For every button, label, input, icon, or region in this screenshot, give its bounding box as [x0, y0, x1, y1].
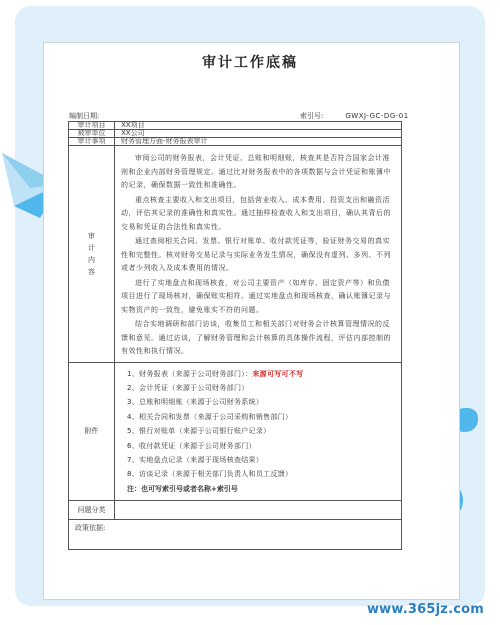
attachment-note: 来源可写可不写	[252, 369, 304, 378]
attachment-item: 4、相关合同和发票（来源于公司采购和销售部门）	[127, 412, 293, 421]
audited-unit-value: XX公司	[115, 130, 402, 138]
audit-project-value: XX项目	[115, 122, 402, 130]
audited-unit-label: 被审单位	[69, 130, 115, 138]
policy-basis: 政策依据:	[69, 520, 402, 550]
content-paragraph: 进行了实地盘点和现场核查，对公司主要资产（如库存、固定资产等）和负债项目进行了现场核对，确保账实相符。通过实地盘点和现场核查，确认账簿记录与实物资产的一致性，避免账实不符的问题。	[121, 278, 391, 314]
attachment-item: 8、访谈记录（来源于相关部门负责人和员工反馈）	[127, 470, 293, 479]
content-paragraph: 审阅公司的财务报表，会计凭证、总账和明细账，核查其是否符合国家会计准则和企业内部财务管理规定。通过比对财务报表中的各项数据与会计凭证和账簿中的记录，确保数据一致性和准确性。	[121, 154, 391, 189]
attachment-item: 5、银行对账单（来源于公司银行账户记录）	[127, 427, 271, 436]
row-policy-basis	[69, 520, 402, 550]
content-paragraph: 重点核查主要收入和支出项目，包括营业收入、成本费用、投资支出和融资活动，评估其记录的准确性和真实性。通过抽样检查收入和支出项目，确认其背后的交易和凭证的合法性和真实性。	[121, 195, 391, 231]
issue-category-label: 问题分类	[69, 501, 115, 520]
row-audit-project	[69, 122, 402, 130]
compiled-date-label: 编制日期:	[69, 112, 100, 120]
attachment-label: 附件	[69, 362, 115, 501]
attachment-text: 1、财务报表（来源于公司财务部门）：	[127, 369, 253, 378]
issue-category-value	[115, 501, 402, 520]
row-attachments	[69, 362, 402, 501]
audit-matter-value: 财务管理方面-财务报表审计	[115, 138, 402, 146]
row-audited-unit	[69, 130, 402, 138]
index-value: GWXJ-GC-DG-01	[345, 112, 409, 120]
attachment-item: 7、实地盘点记录（来源于现场核查结果）	[127, 455, 264, 464]
attachment-item: 2、会计凭证（来源于公司财务部门）	[127, 383, 249, 392]
audit-content-label: 审计内容	[88, 231, 95, 276]
index-number	[300, 111, 409, 121]
content-paragraph: 通过查阅相关合同、发票、银行对账单、收付款凭证等，验证财务交易的真实性和完整性。核对财务交易记录与实际业务发生情况，确保没有虚列、多列、不列或者少列收入及成本费用的情况。	[121, 237, 391, 272]
row-audit-matter	[69, 138, 402, 146]
audit-project-label: 审计项目	[69, 122, 115, 130]
row-issue-category	[69, 501, 402, 520]
audit-matter-label: 审计事项	[69, 138, 115, 146]
attachment-item: 6、收付款凭证（来源于公司财务部门）	[127, 441, 256, 450]
attachment-item: 3、总账和明细账（来源于公司财务系统）	[127, 398, 264, 407]
document-title: 审计工作底稿	[202, 55, 298, 71]
site-watermark: www.365jz.com	[366, 602, 484, 617]
attachment-list	[115, 362, 402, 501]
row-audit-content	[69, 146, 402, 363]
audit-content-body	[115, 146, 402, 363]
audit-content-label-cell	[69, 146, 115, 363]
index-label: 索引号:	[300, 112, 324, 120]
attachment-footnote: 注：也可写索引号或者名称+索引号	[127, 484, 238, 493]
content-paragraph: 结合实地调研和部门访谈，收集员工和相关部门对财务会计核算管理情况的反馈和意见。通过访谈，了解财务管理和会计核算的具体操作流程，评估内部控制的有效性和执行情况。	[121, 320, 391, 355]
attachment-item	[127, 367, 397, 381]
audit-table	[68, 121, 402, 550]
